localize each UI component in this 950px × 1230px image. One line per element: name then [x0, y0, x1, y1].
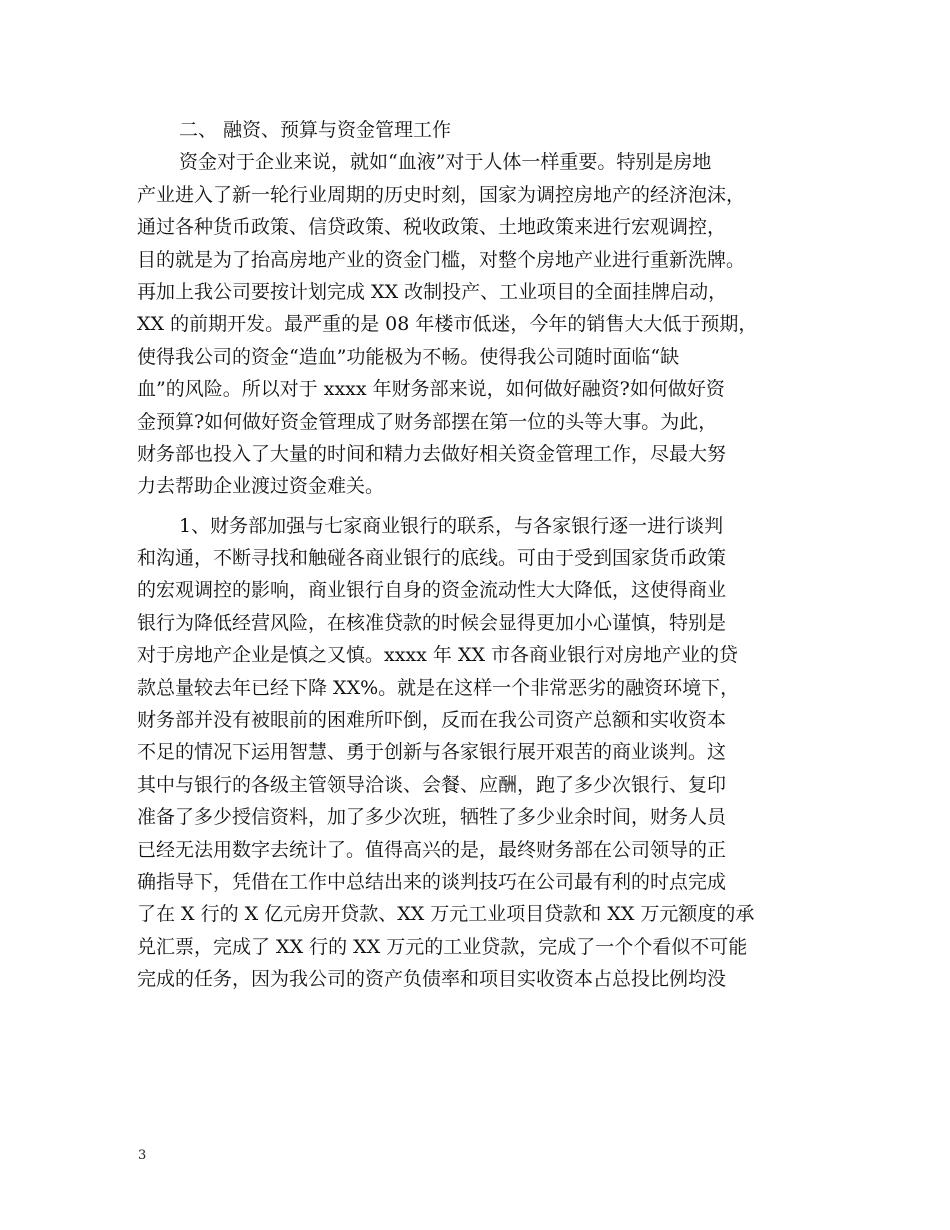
paragraph-line: 确指导下，凭借在工作中总结出来的谈判技巧在公司最有利的时点完成: [137, 870, 727, 893]
section-heading: 二、 融资、预算与资金管理工作: [179, 119, 452, 141]
paragraph-line: 已经无法用数字去统计了。值得高兴的是，最终财务部在公司领导的正: [137, 838, 727, 861]
paragraph-line: 力去帮助企业渡过资金难关。: [137, 475, 385, 498]
page-number: 3: [138, 1148, 147, 1163]
paragraph-line: 财务部也投入了大量的时间和精力去做好相关资金管理工作，尽最大努: [137, 442, 727, 465]
paragraph-line: 和沟通，不断寻找和触碰各商业银行的底线。可由于受到国家货币政策: [137, 547, 727, 570]
paragraph-line: 了在 X 行的 X 亿元房开贷款、XX 万元工业项目贷款和 XX 万元额度的承: [137, 903, 755, 926]
document-body: [137, 114, 827, 996]
paragraph-line: 1、财务部加强与七家商业银行的联系，与各家银行逐一进行谈判: [179, 514, 724, 537]
paragraph-line: 产业进入了新一轮行业周期的历史时刻，国家为调控房地产的经济泡沫，: [137, 183, 746, 206]
paragraph-line: 的宏观调控的影响，商业银行自身的资金流动性大大降低，这使得商业: [137, 579, 727, 602]
paragraph-funding-importance: [137, 146, 827, 502]
paragraph-line: 血”的风险。所以对于 xxxx 年财务部来说，如何做好融资?如何做好资: [137, 378, 725, 401]
paragraph-line: 款总量较去年已经下降 XX%。就是在这样一个非常恶劣的融资环境下，: [137, 676, 740, 699]
paragraph-line: 再加上我公司要按计划完成 XX 改制投产、工业项目的全面挂牌启动，: [137, 280, 728, 303]
paragraph-bank-negotiation: [137, 510, 827, 996]
paragraph-line: 资金对于企业来说，就如“血液”对于人体一样重要。特别是房地: [179, 151, 712, 174]
paragraph-line: 银行为降低经营风险，在核准贷款的时候会显得更加小心谨慎，特别是: [137, 611, 727, 634]
paragraph-line: 兑汇票，完成了 XX 行的 XX 万元的工业贷款，完成了一个个看似不可能: [137, 935, 748, 958]
paragraph-line: 准备了多少授信资料，加了多少次班，牺牲了多少业余时间，财务人员: [137, 806, 727, 829]
paragraph-line: 金预算?如何做好资金管理成了财务部摆在第一位的头等大事。为此，: [137, 410, 718, 433]
paragraph-line: 对于房地产企业是慎之又慎。xxxx 年 XX 市各商业银行对房地产业的贷: [137, 644, 739, 667]
paragraph-line: 其中与银行的各级主管领导洽谈、会餐、应酬，跑了多少次银行、复印: [137, 773, 727, 796]
paragraph-line: 不足的情况下运用智慧、勇于创新与各家银行展开艰苦的商业谈判。这: [137, 741, 727, 764]
paragraph-line: 完成的任务，因为我公司的资产负债率和项目实收资本占总投比例均没: [137, 968, 727, 991]
paragraph-line: XX 的前期开发。最严重的是 08 年楼市低迷，今年的销售大大低于预期，: [137, 313, 758, 336]
paragraph-line: 使得我公司的资金“造血”功能极为不畅。使得我公司随时面临“缺: [137, 345, 680, 368]
paragraph-line: 财务部并没有被眼前的困难所吓倒，反而在我公司资产总额和实收资本: [137, 709, 727, 732]
paragraph-line: 目的就是为了抬高房地产业的资金门槛，对整个房地产业进行重新洗牌。: [137, 248, 746, 271]
paragraph-line: 通过各种货币政策、信贷政策、税收政策、土地政策来进行宏观调控，: [137, 216, 727, 239]
